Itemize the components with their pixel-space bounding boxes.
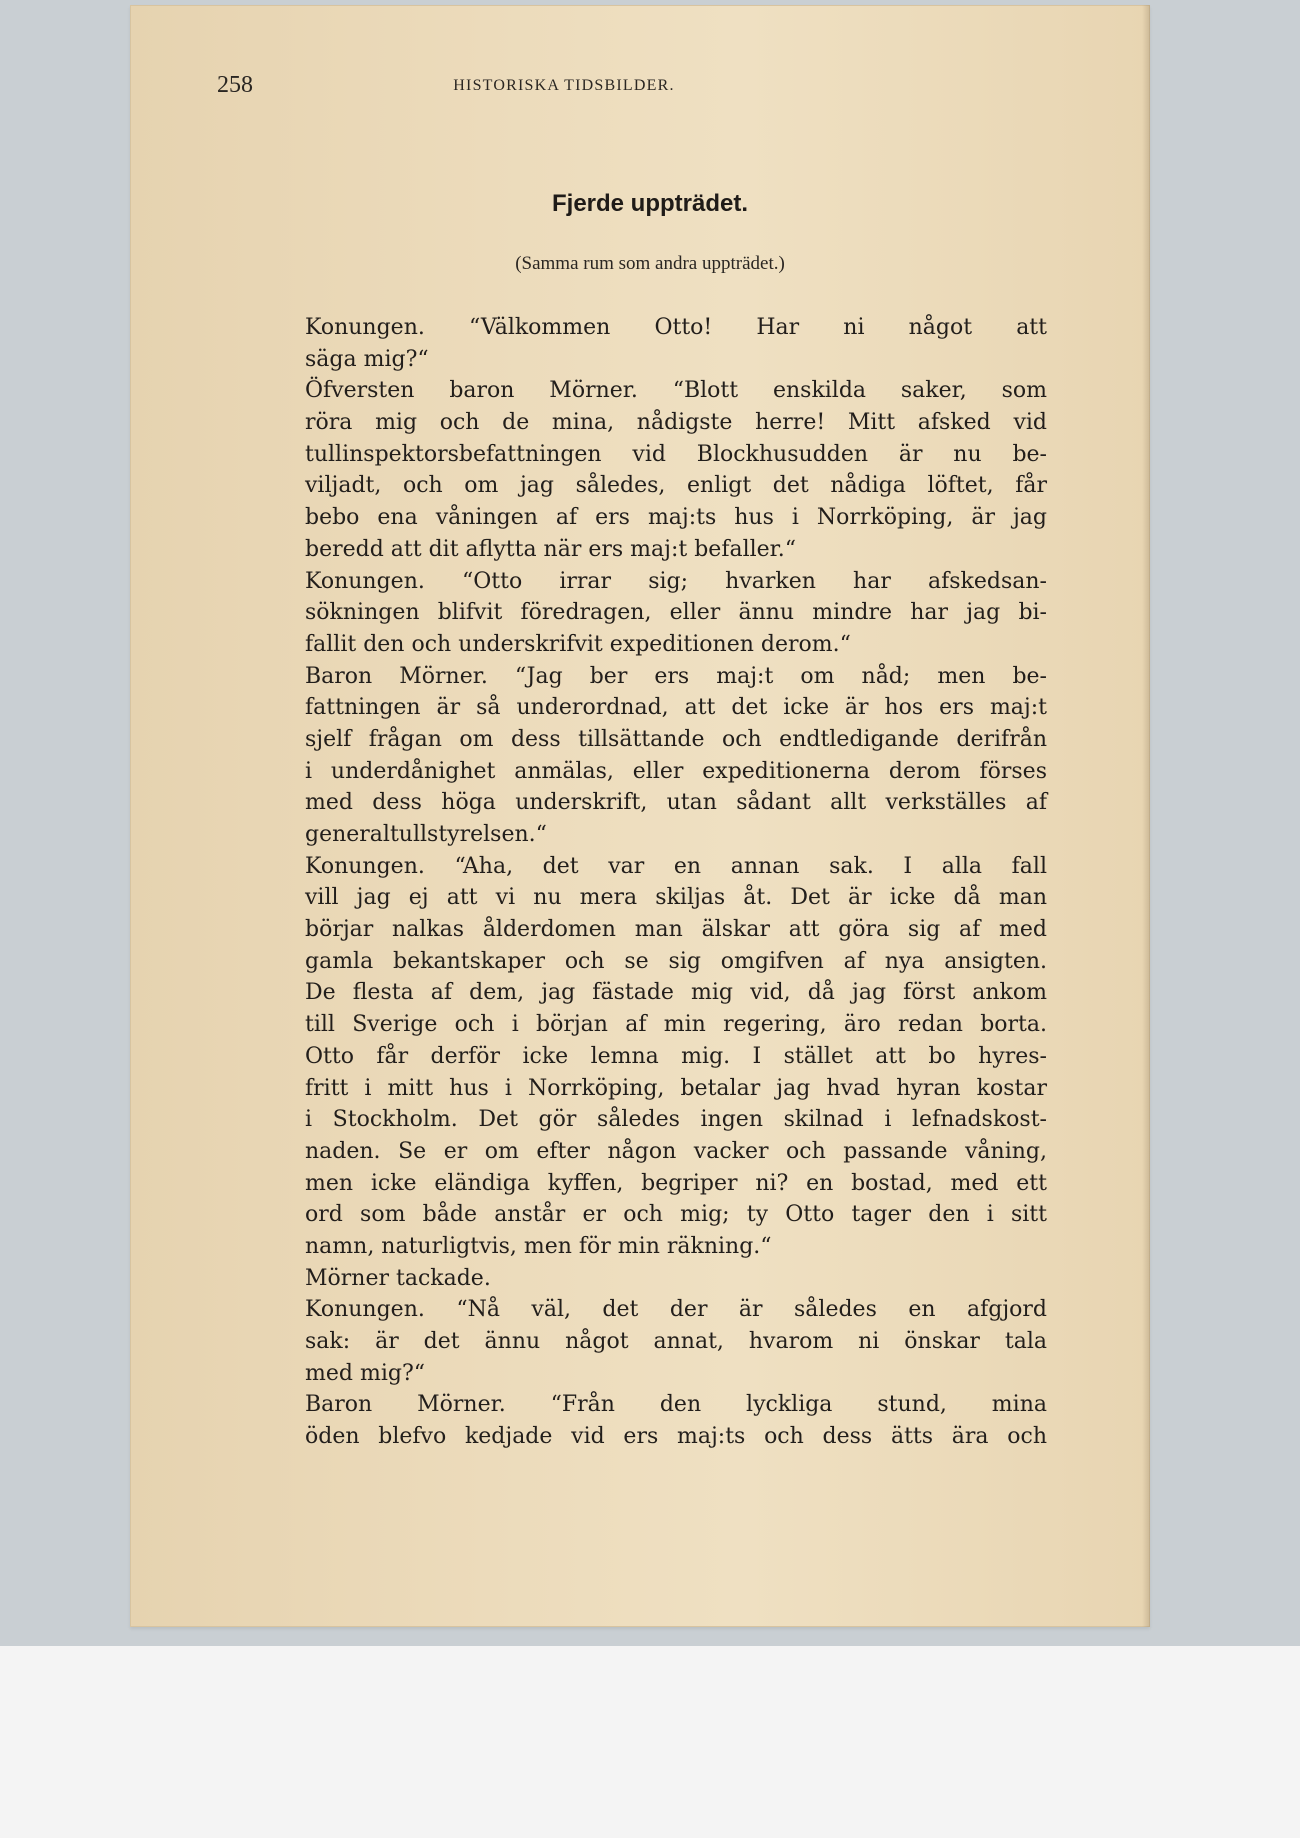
text-line: naden. Se er om efter någon vacker och passande våning, [305,1138,1047,1164]
text-line: tullinspektorsbefattningen vid Blockhusudden är nu be- [305,441,1047,467]
text-line: till Sverige och i början af min regering, äro redan borta. [305,1012,1047,1038]
text-line: Baron Mörner. “Jag ber ers maj:t om nåd; men be- [305,663,1047,689]
text-line: med mig?“ [305,1360,425,1386]
text-line: vill jag ej att vi nu mera skiljas åt. Det är icke då man [305,885,1047,911]
page-header [217,72,857,102]
section-title: Fjerde uppträdet. [551,190,749,217]
text-line: med dess höga underskrift, utan sådant allt verkställes af [305,790,1047,816]
stage-direction: (Samma rum som andra uppträdet.) [515,253,785,274]
text-line: i underdånighet anmälas, eller expeditionerna derom förses [305,758,1047,784]
text-line: säga mig?“ [305,346,429,372]
text-line: De flesta af dem, jag fästade mig vid, då jag först ankom [305,980,1047,1006]
text-line: Konungen. “Otto irrar sig; hvarken har afskedsan- [305,568,1047,594]
text-line: Otto får derför icke lemna mig. I stället att bo hyres- [305,1043,1047,1069]
text-line: viljadt, och om jag således, enligt det nådiga löftet, får [305,473,1047,499]
text-line: Konungen. “Aha, det var en annan sak. I alla fall [305,853,1047,879]
text-line: Konungen. “Välkommen Otto! Har ni något att [305,315,1047,340]
text-line: ord som både anstår er och mig; ty Otto tager den i sitt [305,1202,1047,1228]
text-line: fallit den och underskrifvit expeditionen derom.“ [305,631,851,657]
text-line: bebo ena våningen af ers maj:ts hus i Norrköping, är jag [305,505,1047,531]
text-line: öden blefvo kedjade vid ers maj:ts och dess ätts ära och [305,1424,1047,1450]
text-line: sökningen blifvit föredragen, eller ännu mindre har jag bi- [305,600,1047,626]
background-strip [0,1646,1300,1838]
text-line: sak: är det ännu något annat, hvarom ni önskar tala [305,1329,1047,1354]
body-text [305,312,1047,1453]
text-line: Baron Mörner. “Från den lyckliga stund, mina [305,1392,1047,1418]
text-line: gamla bekantskaper och se sig omgifven af nya ansigten. [305,948,1047,974]
text-line: fattningen är så underordnad, att det icke är hos ers maj:t [305,695,1047,721]
text-line: Konungen. “Nå väl, det der är således en afgjord [305,1297,1047,1323]
text-line: Öfversten baron Mörner. “Blott enskilda saker, som [305,378,1047,404]
text-line: fritt i mitt hus i Norrköping, betalar jag hvad hyran kostar [305,1075,1047,1101]
text-line: beredd att dit aflytta när ers maj:t befaller.“ [305,536,797,562]
page-number: 258 [217,72,253,98]
text-line: generaltullstyrelsen.“ [305,822,547,847]
page-edge-shadow [1142,5,1150,1627]
text-line: namn, naturligtvis, men för min räkning.“ [305,1233,772,1259]
text-line: i Stockholm. Det gör således ingen skilnad i lefnadskost- [305,1107,1047,1133]
text-line: börjar nalkas ålderdomen man älskar att göra sig af med [305,917,1047,943]
text-line: sjelf frågan om dess tillsättande och endtledigande derifrån [305,726,1047,752]
text-line: Mörner tackade. [305,1265,491,1291]
text-line: men icke eländiga kyffen, begriper ni? en bostad, med ett [305,1170,1047,1196]
running-head: HISTORISKA TIDSBILDER. [453,77,675,94]
text-line: röra mig och de mina, nådigste herre! Mitt afsked vid [305,410,1047,436]
